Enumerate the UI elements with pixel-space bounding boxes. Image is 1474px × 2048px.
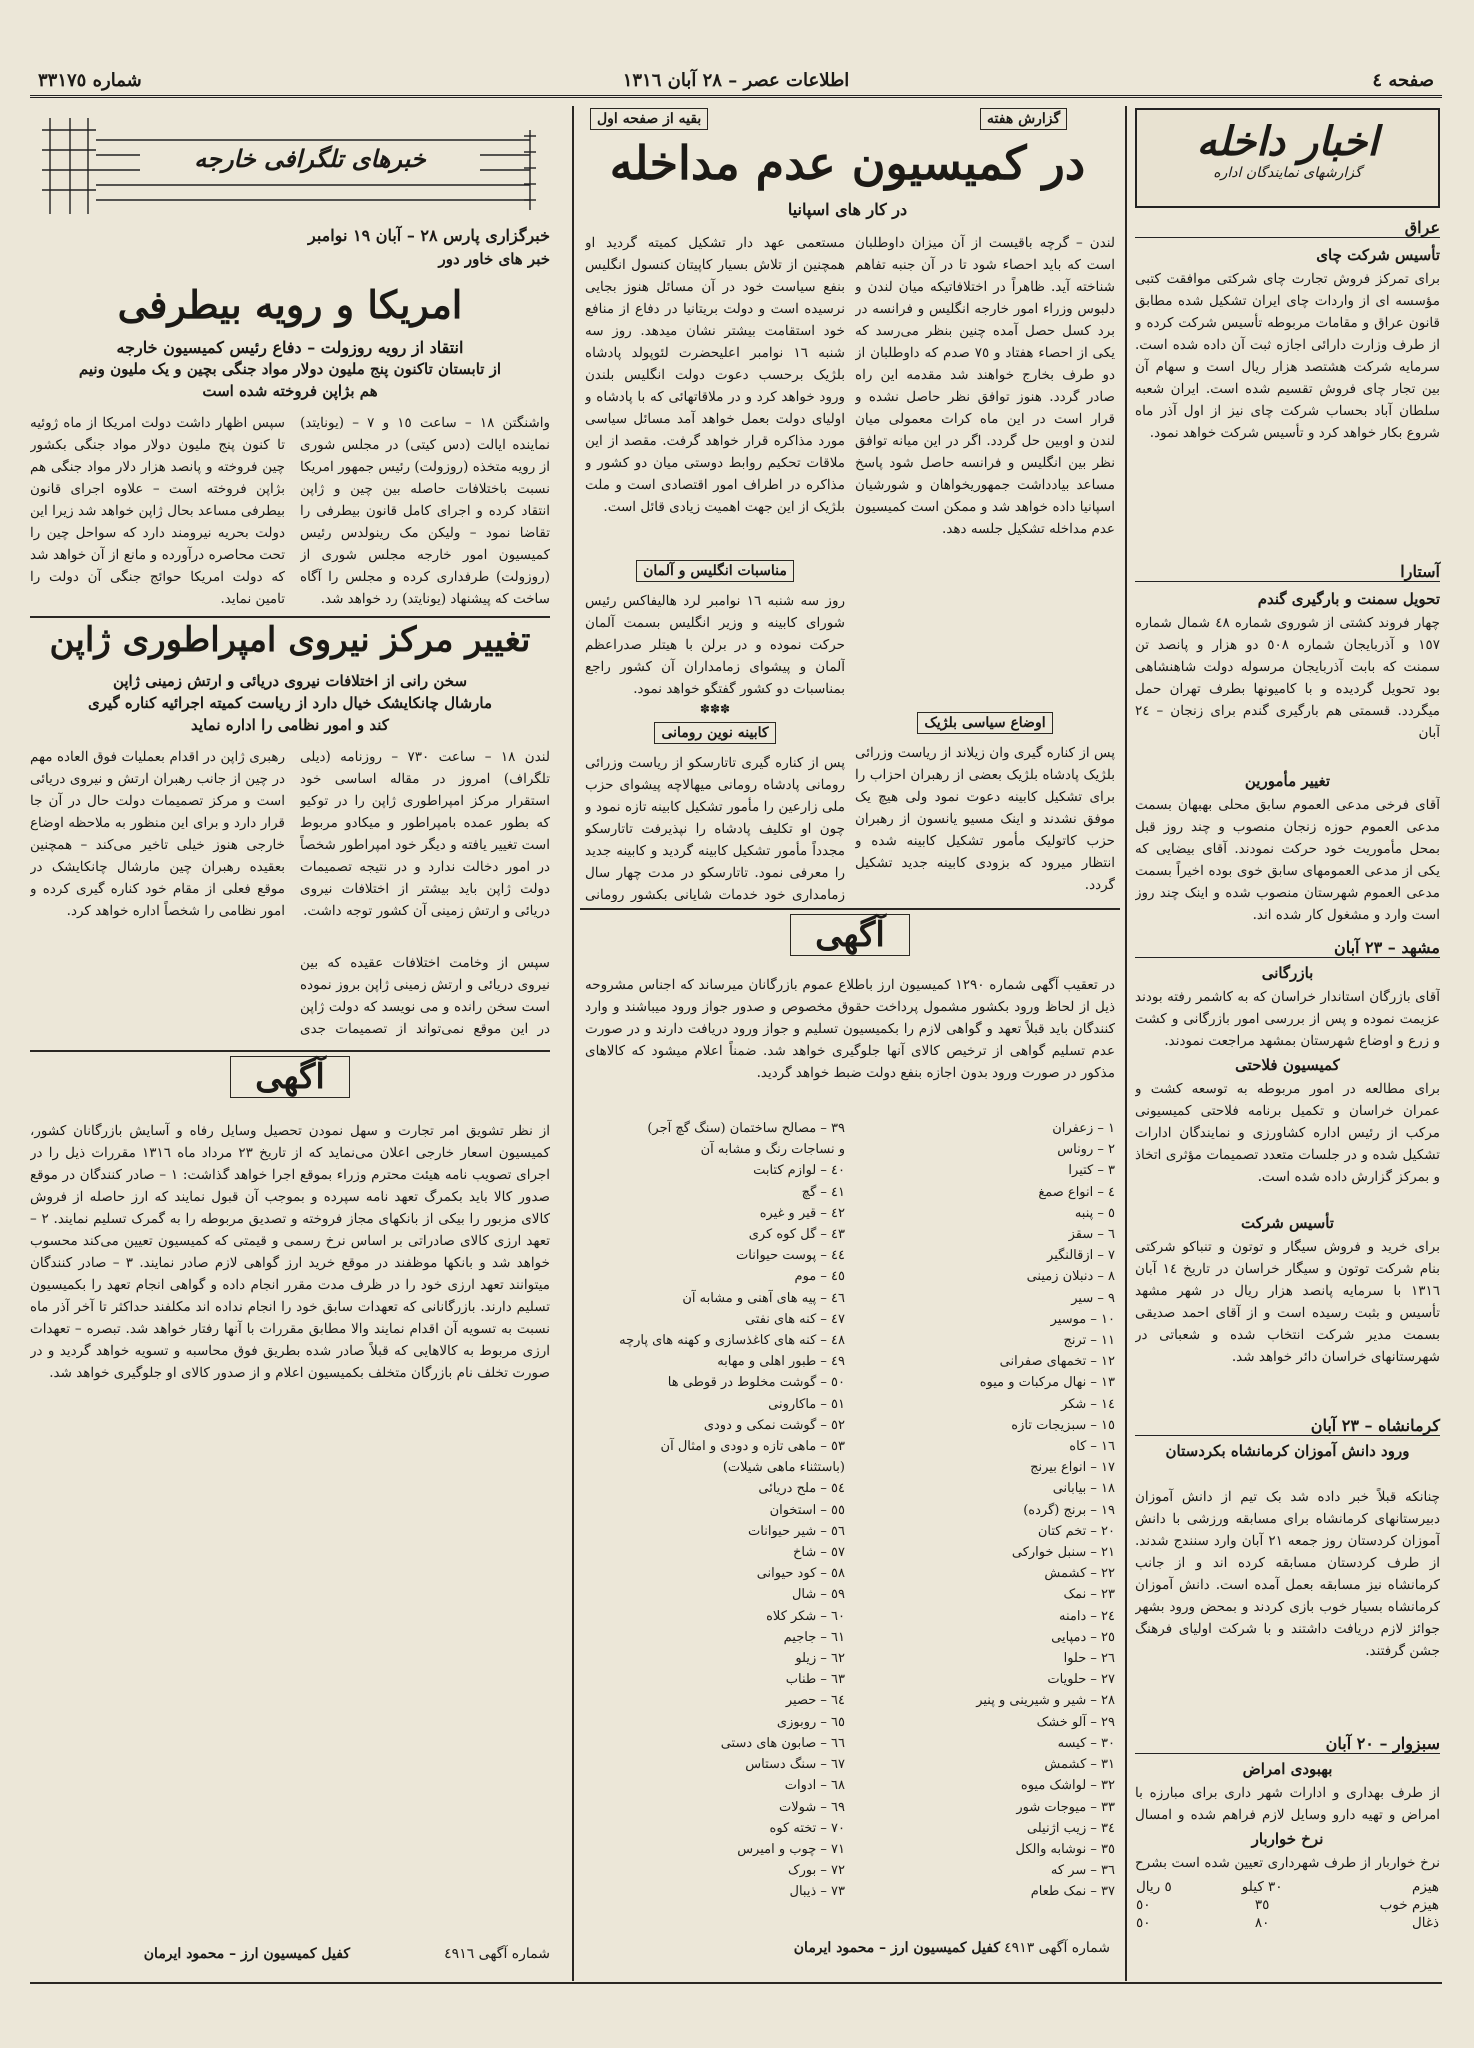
item-title: تأسیس شرکت چای: [1316, 246, 1440, 264]
article-body: مستعمی عهد دار تشکیل کمیته گردید او همچنین از تلاش بسیار کاپیتان کنسول انگلیس بنفع سیاست خود در آن مسائل هنوز بجایی نرسیده است و دولت بریتانیا در دفاع از منافع خود استقامت بیشتر نشان میدهد. روز سه شنبه ١٦ نوامبر اعلیحضرت لئوپولد پادشاه بلژیک برحسب دعوت دولت انگلیس بلندن ورود خواهد کرد و در ملاقاتهائی که با پادشاه و اولیای دولت بعمل خواهد آمد مسائل سیاسی مورد مذاکره قرار خواهد گرفت. مقصد از این ملاقات تحکیم روابط دوستی میان دو کشور و مذاکره در اطراف امور اقتصادی است و ملت بلژیک از این جهت اهمیت زیادی قائل است.: [585, 235, 845, 515]
list-item: ٧ – ازقالنگیر: [1047, 1248, 1115, 1264]
list-item: ٦٩ – شولات: [779, 1799, 845, 1815]
list-item: ٣٠ – کیسه: [1057, 1735, 1115, 1751]
list-item: ٤٠ – لوازم کتابت: [753, 1163, 845, 1179]
goods-list-right: [855, 1118, 1115, 1903]
list-item: ٧٣ – ذیبال: [789, 1884, 845, 1900]
goods-list-left: [585, 1118, 845, 1903]
list-item: ٤٣ – گل کوه کری: [748, 1227, 845, 1243]
dateline: عراق: [1135, 218, 1440, 238]
list-item: ٥٤ – ملح دریائی: [758, 1481, 845, 1497]
item-body: آقای بازرگان استاندار خراسان که به کاشمر رفته بودند عزیمت نموده و پس از بررسی امور بازرگانی و کشت و زرع و اوضاع شهرستان بمشهد مراجعت نمودند.: [1135, 989, 1440, 1049]
price-cell: هیزم: [1412, 1879, 1439, 1895]
notice-body: از نظر تشویق امر تجارت و سهل نمودن تحصیل وسایل رفاه و آسایش بازرگانان کشور، کمیسیون اسعار خارجی اعلان می‌نماید که از تاریخ ٢٣ مرداد ماه ١٣١٦ مقررات ذیل را در اجرای تصویب نامه هیئت محترم وزراء بموقع اجرا خواهد گذاشت: ١ – صادر کنندگان در موقع صدور کالا باید بکمرگ تعهد نامه سپرده و بموجب آن قبول نمایند که ارز حاصله از فروش کالای مزبور را بیکی از بانکهای مجاز فروخته و تصدیق مربوطه را به گمرک تسلیم نمایند. ٢ – تعهد ارزی کالای صادراتی بر اساس نرخ رسمی و قیمتی که کمیسیون تعیین می‌کند محسوب خواهد شد و بانکها موظفند در موقع خرید ارز گواهی لازم صادر نمایند. ٣ – صادر کنندگان میتوانند تعهد ارزی خود را در ظرف مدت مقرر انجام داده و گواهی انجام تعهد را بکمیسیون تسلیم دارند. بازرگانانی که تعهدات سابق خود را انجام نداده اند مکلفند حداکثر تا آخر آذر ماه نسبت به تسویه آن اقدام نمایند والا مطابق مقررات با آنها رفتار خواهد شد. تبصره – تعهدات ارزی مربوط به کالاهایی که قبلاً صادر شده بطریق فوق محاسبه و تسویه خواهد گردید و در صورت تخلف نام بازرگان متخلف بکمیسیون اعلام و از صدور کالای او جلوگیری خواهد شد.: [30, 1123, 550, 1381]
foreign-kicker: خبر های خاور دور: [438, 250, 550, 268]
list-item: ١ – زعفران: [1052, 1121, 1115, 1136]
list-item: ٧١ – چوب و امیرس: [737, 1841, 845, 1857]
list-item: ٣ – کتیرا: [1068, 1163, 1115, 1179]
list-item: ١٦ – کاه: [1069, 1439, 1115, 1455]
notice-title-text: آگهی: [790, 914, 910, 956]
list-item: ١٢ – تخمهای صفرانی: [999, 1354, 1115, 1370]
price-cell: ٥٠: [1136, 1897, 1151, 1913]
article-body: سپس از وخامت اختلافات عقیده که بین نیروی دریائی و ارتش زمینی ژاپن بروز نموده است سخن رانده و می نویسد که دولت ژاپن در این موقع نمی‌تواند از تصمیمات جدی: [300, 955, 550, 1037]
section-head-text: مناسبات انگلیس و آلمان: [636, 560, 794, 582]
item-title: کمیسیون فلاحتی: [1235, 1056, 1340, 1074]
list-item: ٥٦ – شیر حیوانات: [748, 1523, 845, 1539]
article-body: لندن ١٨ – ساعت ٧٣٠ – روزنامه (دیلی تلگراف) امروز در مقاله اساسی خود استقرار مرکز امپراطوری ژاپن را در توکیو که بطور عمده بامپراطور و میکادو مربوط است تغییر یافته و دیگر خود امپراطور شخصاً در امور دخالت ندارد و در نتیجه تصمیمات دولت ژاپن باید بیشتر از اختلافات نیروی دریائی و ارتش زمینی آن کشور توجه داشت.: [300, 749, 550, 919]
tag-left: [590, 108, 708, 130]
list-item: ٢٧ – حلویات: [1047, 1672, 1115, 1688]
list-item: ٦٠ – شکر کلاه: [766, 1608, 845, 1624]
section-head: [585, 560, 845, 582]
list-item: ٢٢ – کشمش: [1044, 1566, 1115, 1582]
list-item: ٤٢ – قیر و غیره: [759, 1205, 845, 1221]
section-head-text: کابینه نوین رومانی: [654, 722, 775, 744]
list-item: ٦٧ – سنگ دستاس: [745, 1757, 845, 1773]
price-cell: ٣٠ کیلو: [1241, 1879, 1283, 1895]
list-item: ٣٤ – زیب اژنیلی: [1026, 1820, 1115, 1836]
list-item: ٦٤ – حصیر: [785, 1693, 845, 1709]
list-item: ٥٣ – ماهی تازه و دودی و امثال آن: [660, 1439, 845, 1455]
notice-signature: کفیل کمیسیون ارز – محمود ایرمان: [143, 1946, 350, 1962]
list-item: ٥٥ – استخوان: [769, 1502, 845, 1518]
list-item: ٣٧ – نمک طعام: [1030, 1884, 1115, 1900]
column-rule: [1125, 106, 1127, 1981]
item-body: نرخ خواربار از طرف شهرداری تعیین شده است بشرح: [1135, 1855, 1440, 1871]
list-item: ٩ – سیر: [1071, 1290, 1115, 1306]
price-cell: ٨٠: [1254, 1915, 1270, 1931]
notice-serial: شماره آگهی ٤٩١٦: [444, 1946, 550, 1962]
subhead: هم بژاپن فروخته شده است: [202, 382, 378, 400]
list-item: ٤٥ – موم: [794, 1269, 845, 1285]
price-cell: ٣٥: [1254, 1897, 1270, 1913]
list-item: (باستثناء ماهی شیلات): [722, 1460, 845, 1476]
page-number: صفحه ٤: [1372, 70, 1434, 91]
price-table: [1135, 1878, 1440, 1932]
headline-america: امریکا و رویه بیطرفی: [117, 282, 463, 327]
headline-nonintervention: در کمیسیون عدم مداخله: [609, 136, 1086, 190]
list-item: ١٠ – موسیر: [1050, 1311, 1115, 1327]
list-item: ١٨ – بیابانی: [1052, 1481, 1115, 1497]
list-item: ١٥ – سبزیجات تازه: [1011, 1417, 1115, 1433]
item-body: برای خرید و فروش سیگار و توتون و تنباکو شرکتی بنام شرکت توتون و سیگار خراسان در تاریخ ١٤ آبان ١٣١٦ با سرمایه پانصد هزار ریال در شهر مشهد تأسیس و بثبت رسیده است و از آقای احمد صدیقی بسمت مدیر شرکت انتخاب شده و شعباتی در شهرستانهای خراسان دائر خواهد شد.: [1135, 1239, 1440, 1365]
list-item: ٢٦ – حلوا: [1063, 1651, 1115, 1667]
list-item: ٧٠ – تخته کوه: [769, 1820, 845, 1836]
list-item: ٦٥ – روبوزی: [776, 1714, 845, 1730]
dateline: آستارا: [1135, 562, 1440, 582]
subhead: مارشال چانکایشک خیال دارد از ریاست کمیته اجرائیه کناره گیری: [87, 694, 493, 712]
item-title: بهبودی امراض: [1242, 1760, 1333, 1778]
list-item: ١٧ – انواع بیرنج: [1030, 1460, 1115, 1476]
dateline: سبزوار – ٢٠ آبان: [1135, 1734, 1440, 1754]
article-body: رهبری ژاپن در اقدام بعملیات فوق العاده مهم در چین از جانب رهبران ارتش و نیروی دریائی است و مرکز تصمیمات دولت حال در آن جا قرار دارد و برای این منظور به ملاحظه اوضاع خارجی هنوز خیلی تاخیر می‌کند – همچنین بعقیده رهبران چین مارشال چانکایشک در موقع فعلی از مقام خود کناره گیری کرده و امور نظامی را شخصاً اداره خواهد کرد.: [30, 749, 285, 919]
notice-body: در تعقیب آگهی شماره ١٢٩٠ کمیسیون ارز باطلاع عموم بازرگانان میرساند که اجناس مشروحه ذیل از لحاظ ورود بکشور مشمول پرداخت حقوق مخصوص و صدور جواز ورود میباشند و وارد کنندگان باید قبلاً تعهد و گواهی لازم را بکمیسیون تسلیم و جواز ورود دریافت دارند و در صورت عدم تسلیم گواهی از ترخیص کالای آنها جلوگیری خواهد شد. ضمناً اعلام میشود که کالاهای مذکور در صورت ورود بدون اجازه بنفع دولت ضبط خواهد گردید.: [585, 977, 1115, 1081]
list-item: ١٩ – برنج (گرده): [1023, 1502, 1115, 1518]
list-item: ٦ – سقز: [1068, 1227, 1115, 1243]
list-item: ٣٦ – سر که: [1050, 1863, 1115, 1879]
notice-title: [580, 914, 1120, 956]
dateline: مشهد – ٢٣ آبان: [1135, 938, 1440, 958]
list-item: ٤١ – گچ: [801, 1184, 845, 1200]
price-table-header: [1135, 1878, 1440, 1896]
list-item: ١١ – ترنج: [1063, 1333, 1115, 1349]
list-item: ٤٧ – کنه های نفتی: [744, 1311, 845, 1327]
tag-text: بقیه از صفحه اول: [590, 108, 708, 130]
list-item: ٣٢ – لواشک میوه: [1020, 1778, 1115, 1794]
list-item: ٦٦ – صابون های دستی: [720, 1735, 845, 1751]
item-title: تغییر مأمورین: [1244, 772, 1331, 790]
item-body: چهار فروند کشتی از شوروی شماره ٤٨ شمال شماره ١٥٧ و آذربایجان شماره ٥٠٨ دو هزار و پانصد تن سمنت که بابت آذربایجان مرسوله دولت شاهنشاهی بود تحویل گردیده و با کامیونها بطرف تهران حمل میگردد. قسمتی هم بارگیری گندم برای زنجان – ٢٤ آبان: [1135, 615, 1440, 741]
section-head-text: اوضاع سیاسی بلژیک: [917, 712, 1052, 734]
item-title: تأسیس شرکت: [1241, 1214, 1334, 1232]
headline-japan: تغییر مرکز نیروی امپراطوری ژاپن: [49, 620, 531, 660]
list-item: ٢٠ – تخم کتان: [1037, 1523, 1115, 1539]
list-item: ٥٨ – کود حیوانی: [756, 1566, 845, 1582]
list-item: ٢٤ – دامنه: [1059, 1608, 1115, 1624]
domestic-logo-title: اخبار داخله: [1196, 118, 1379, 165]
notice-title-text: آگهی: [230, 1056, 350, 1098]
list-item: ١٣ – نهال مرکبات و میوه: [979, 1375, 1115, 1391]
article-body: پس از کناره گیری تاتارسکو از ریاست وزرائی رومانی پادشاه رومانی میهالاچه پیشوای حزب ملی زارعین را مأمور تشکیل کابینه تازه نمود و چون او تکلیف پادشاه را نپذیرفت تاتارسکو مجدداً مأمور تشکیل کابینه گردید و کابینه جدید را معرفی نمود. تاتارسکو در مدت چهار سال زمامداری خود خدمات شایانی بکشور رومانی: [585, 755, 845, 902]
list-item: ٥٠ – گوشت مخلوط در قوطی ها: [667, 1375, 845, 1391]
tag-right: [980, 108, 1067, 130]
price-table-row: [1135, 1896, 1440, 1914]
list-item: ٢٩ – آلو خشک: [1036, 1714, 1115, 1730]
list-item: ٦٨ – ادوات: [784, 1778, 845, 1794]
list-item: ٦٣ – طناب: [785, 1672, 845, 1688]
notice-signature: کفیل کمیسیون ارز – محمود ایرمان: [793, 1940, 1000, 1956]
column-rule: [572, 106, 574, 1981]
list-item: ٤٤ – پوست حیوانات: [736, 1248, 845, 1264]
list-item: ٢ – روناس: [1057, 1142, 1115, 1158]
item-body: آقای فرخی مدعی العموم سابق محلی بهبهان بسمت مدعی العموم حوزه زنجان منصوب و چند روز قبل بمحل مأموریت خود حرکت نمودند. آقای بیضایی که یکی از مدعی العمومهای سابق خوی بوده اخیراً بسمت مدعی العموم شهرستان منصوب شده و اینک چند روز است وارد و مشغول کار شده اند.: [1135, 797, 1440, 923]
list-item: و نساجات رنگ و مشابه آن: [700, 1142, 845, 1158]
subhead: سخن رانی از اختلافات نیروی دریائی و ارتش زمینی ژاپن: [112, 672, 468, 690]
ornament: ✽✽✽: [699, 702, 731, 716]
list-item: ٥٩ – شال: [791, 1587, 845, 1603]
subhead: انتقاد از رویه روزولت – دفاع رئیس کمیسیون خارجه: [116, 338, 464, 357]
divider: [580, 908, 1120, 910]
article-body: سپس اظهار داشت دولت امریکا از ماه ژوئیه تا کنون پنج ملیون دولار مواد جنگی بکشور چین فروخته و پانصد هزار دلار مواد جنگی هم بژاپن فروخته است – علاوه اجرای قانون بیطرفی مساعد بحال ژاپن خواهد شد زیرا این دولت بحریه نیرومند دارد که سواحل چین را تحت محاصره درآورده و مانع از آن خواهد شد که دولت امریکا حوائج جنگی آن دولت را تامین نماید.: [30, 415, 285, 607]
price-cell: ٥٠: [1136, 1915, 1151, 1931]
list-item: ٥٧ – شاخ: [793, 1545, 845, 1561]
item-body: از طرف بهداری و ادارات شهر داری برای مبارزه با امراض و تهیه دارو وسایل لازم فراهم شده و امسال: [1135, 1785, 1440, 1823]
subhead: در کار های اسپانیا: [787, 200, 908, 219]
item-body: برای تمرکز فروش تجارت چای شرکتی موافقت کتبی مؤسسه ای از واردات چای ایران تشکیل شده مطابق قانون عراق و مقامات مربوطه تأسیس شرکت کرده و از طرف وزارت دارائی اجازه ثبت آن داده شده است. سرمایه شرکت هشتصد هزار ریال است و سهام آن بین تجار چای فروش تقسیم شده است. ایران شعبه سلطان آباد بحساب شرکت چای نیز از اول آذر ماه شروع بکار خواهد کرد و تأسیس شرکت خواهد نمود.: [1135, 271, 1440, 441]
price-table-row: [1135, 1914, 1440, 1932]
list-item: ٣٣ – میوجات شور: [1016, 1799, 1115, 1815]
notice-title: [30, 1056, 550, 1098]
article-body: لندن – گرچه باقیست از آن میزان داوطلبان است که باید احصاء شود تا در آن جنبه تفاهم شناخته آید. ظاهراً در اختلافاتیکه میان لندن و دلبوس وزراء امور خارجه انگلیس و فرانسه در برد کسل حصل آمده چنین بنظر می‌رسد که یکی از احصاء هفتاد و ٧٥ صدم که داوطلبان از دو طرف بخارج خواهند شد مقدمه این راه صادر گردد. هنوز توافق نظر حاصل نشده و قرار است در این ماه کرات معمولی میان لندن و اوبین حل گردد. اگر در این میانه توافق نظر بین انگلیس و فرانسه حاصل شود پاسخ مساعد بیادداشت جمهوریخواهان و شورشیان اسپانیا داده خواهد شد و ممکن است کمیسیون عدم مداخله تشکیل جلسه دهد.: [855, 235, 1115, 537]
masthead: [30, 70, 1442, 98]
foreign-logo-title: خبرهای تلگرافی خارجه: [140, 144, 480, 173]
item-title: تحویل سمنت و بارگیری گندم: [1257, 590, 1440, 608]
list-item: ٥١ – ماکارونی: [768, 1396, 845, 1412]
item-body: چنانکه قبلاً خبر داده شد بک تیم از دانش آموزان دبیرستانهای کرمانشاه برای مسابقه ورزشی با دانش آموزان کردستان روز جمعه ٢١ آبان وارد سنندج شدند. از طرف کردستان مسابقه کرده اند و از جانب کرمانشاه نیز مسابقه بعمل آمده است. دانش آموزان کرمانشاه بسیار خوب بازی کردند و بمحض ورود بشهر جوائز لازم دریافت داشتند و با شرکت اولیای فرهنگ جشن گرفتند.: [1135, 1489, 1440, 1659]
item-title: نرخ خواربار: [1251, 1830, 1324, 1848]
list-item: ٦٢ – زیلو: [795, 1651, 845, 1667]
foreign-logo: [30, 110, 550, 220]
paper-date: اطلاعات عصر – ٢٨ آبان ١٣١٦: [622, 70, 850, 91]
item-title: بازرگانی: [1261, 964, 1314, 982]
divider: [30, 1050, 550, 1052]
list-item: ٤ – انواع صمغ: [1038, 1184, 1115, 1200]
domestic-logo-sub: گزارشهای نمایندگان اداره: [1213, 165, 1362, 181]
article-body: واشنگتن ١٨ – ساعت ١٥ و ٧ – (یونایتد) نماینده ایالت (دس کیتی) در مجلس شوری از رویه متخذه (روزولت) رئیس جمهور امریکا نسبت باختلافات حاصله بین چین و ژاپن انتقاد کرده و اجرای کامل قانون بیطرفی را تقاضا نمود – ولیکن مک رینولدس رئیس کمیسیون امور خارجه مجلس شوری از (روزولت) طرفداری کرده و مجلس را آگاه ساخت که پیشنهاد (یونایتد) رد خواهد شد.: [300, 415, 550, 607]
subhead: از تابستان تاکنون پنج ملیون دولار مواد جنگی بچین و یک ملیون ونیم: [78, 360, 502, 378]
list-item: ١٤ – شکر: [1061, 1396, 1115, 1412]
list-item: ٤٩ – طبور اهلی و مهابه: [717, 1354, 845, 1370]
list-item: ٥٢ – گوشت نمکی و دودی: [703, 1417, 845, 1433]
list-item: ٣١ – کشمش: [1044, 1757, 1115, 1773]
section-head: [585, 722, 845, 744]
section-head: [855, 712, 1115, 734]
price-cell: هیزم خوب: [1379, 1897, 1439, 1913]
article-body: پس از کناره گیری وان زیلاند از ریاست وزرائی بلژیک پادشاه بلژیک بعضی از رهبران احزاب را برای تشکیل کابینه دعوت نمود ولی هیچ یک موفق نشدند و اینک مسیو یانسون از رهبران حزب کاتولیک مأمور تشکیل کابینه شده و انتظار میرود که بزودی کابینه جدید تشکیل گردد.: [855, 745, 1115, 893]
list-item: ٢٣ – نمک: [1063, 1587, 1115, 1603]
list-item: ٢٨ – شیر و شیرینی و پنیر: [976, 1693, 1115, 1709]
list-item: ٨ – دنبلان زمینی: [1026, 1269, 1115, 1285]
list-item: ٧٢ – بورک: [788, 1863, 845, 1879]
bottom-rule: [30, 1982, 1442, 1984]
notice-serial: شماره آگهی ٤٩١٣: [1004, 1940, 1110, 1956]
subhead: کند و امور نظامی را اداره نماید: [191, 716, 389, 734]
dateline: کرمانشاه – ٢٣ آبان: [1135, 1416, 1440, 1436]
list-item: ٢٥ – دمپایی: [1051, 1629, 1115, 1645]
price-cell: ذغال: [1412, 1915, 1439, 1931]
tag-text: گزارش هفته: [980, 108, 1067, 130]
article-body: روز سه شنبه ١٦ نوامبر لرد هالیفاکس رئیس شورای کابینه و وزیر انگلیس بسمت آلمان حرکت نموده و در برلن با هیتلر صدراعظم آلمان و پیشوای زمامداران آن کشور راجع بمناسبات دو کشور گفتگو خواهد نمود.: [585, 593, 845, 697]
price-cell: ٥ ریال: [1136, 1879, 1172, 1895]
item-body: برای مطالعه در امور مربوطه به توسعه کشت و عمران خراسان و تکمیل برنامه فلاحتی کمیسیونی مرکب از رئیس اداره کشاورزی و نمایندگان ادارات تشکیل شده و در جلسات متعدد تصمیمات مؤثری اتخاذ و بمرکز گزارش داده شده است.: [1135, 1081, 1440, 1185]
list-item: ٤٨ – کنه های کاغذسازی و کهنه های پارچه: [619, 1333, 845, 1349]
divider: [30, 616, 550, 618]
list-item: ٢١ – سنبل خوارکی: [1011, 1545, 1115, 1561]
domestic-logo: [1135, 108, 1440, 208]
list-item: ٣٥ – نوشابه والکل: [1015, 1841, 1115, 1857]
foreign-dateline: خبرگزاری پارس ٢٨ – آبان ١٩ نوامبر: [308, 226, 550, 245]
list-item: ٦١ – جاجیم: [783, 1629, 845, 1645]
item-title: ورود دانش آموزان کرمانشاه بکردستان: [1165, 1442, 1410, 1460]
list-item: ٤٦ – پیه های آهنی و مشابه آن: [682, 1290, 845, 1306]
list-item: ٥ – پنبه: [1074, 1205, 1115, 1221]
list-item: ٣٩ – مصالح ساختمان (سنگ گچ آجر): [647, 1121, 845, 1136]
issue-number: شماره ٣٣١٧٥: [38, 70, 142, 91]
